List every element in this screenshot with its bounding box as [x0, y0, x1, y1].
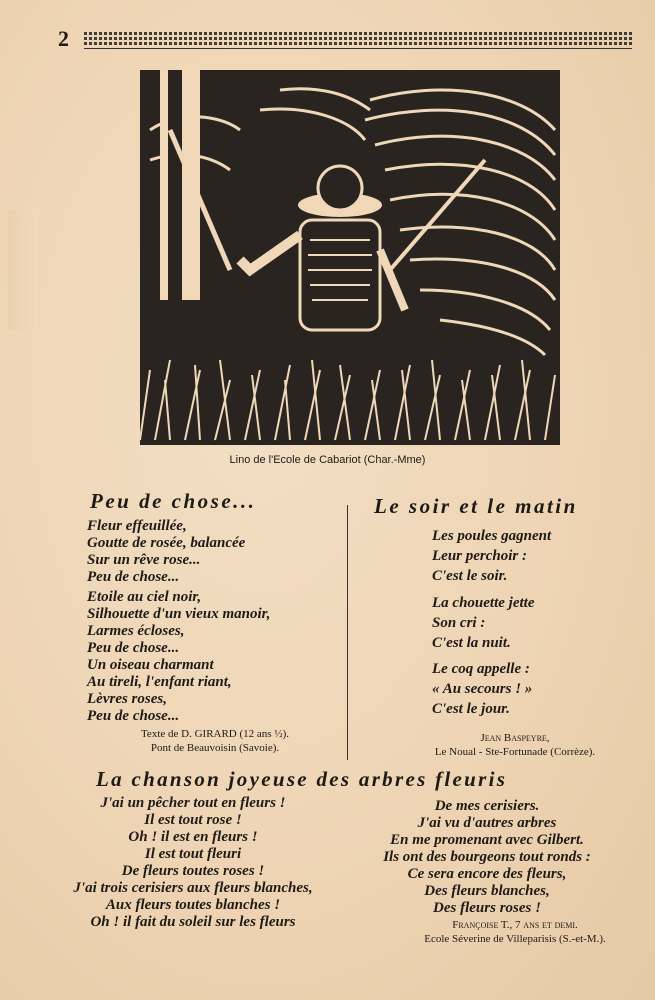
poem1-location: Pont de Beauvoisin (Savoie). [150, 742, 280, 754]
poem1-author: Texte de D. GIRARD (12 ans ½). [140, 728, 289, 740]
poem-line: J'ai un pêcher tout en fleurs ! [100, 795, 286, 811]
poem1-stanza-3 [87, 657, 232, 725]
poem-line: Il est tout fleuri [144, 846, 242, 862]
poem2-stanza-1 [432, 528, 551, 588]
poem-line: Fleur effeuillée, [87, 518, 187, 534]
poem-line: « Au secours ! » [432, 681, 533, 697]
poem-line: Larmes écloses, [87, 623, 185, 639]
poem3-title: La chanson joyeuse des arbres fleuris [96, 767, 508, 791]
poem-line: Ils ont des bourgeons tout ronds : [383, 849, 591, 865]
linocut-illustration [140, 70, 560, 445]
poem2-stanza-3 [432, 661, 532, 721]
poem-line: C'est la nuit. [432, 635, 511, 651]
poem-line: De mes cerisiers. [434, 798, 540, 814]
poem-line: Peu de chose... [87, 569, 180, 585]
poem-line: Oh ! il fait du soleil sur les fleurs [90, 914, 296, 930]
poem-line: En me promenant avec Gilbert. [390, 832, 584, 848]
poem-line: Au tireli, l'enfant riant, [87, 674, 232, 690]
poem-line: Le coq appelle : [432, 661, 530, 677]
poem2-credit [410, 731, 620, 759]
poem3-school: Ecole Séverine de Villeparisis (S.-et-M.). [424, 933, 606, 945]
poem1-stanza-2 [87, 589, 270, 657]
poem-line: J'ai vu d'autres arbres [417, 815, 557, 831]
poem3-left-column [58, 795, 328, 931]
poem-line: C'est le jour. [432, 701, 510, 717]
poem1-stanza-1 [87, 518, 245, 586]
poem-line: La chouette jette [432, 595, 535, 611]
poem-line: Des fleurs roses ! [433, 900, 541, 916]
poem3-right-column [352, 798, 622, 917]
poem-line: Silhouette d'un vieux manoir, [87, 606, 271, 622]
poem-line: Ce sera encore des fleurs, [407, 866, 567, 882]
header-decorative-rule [84, 32, 632, 46]
column-divider [347, 505, 348, 760]
poem2-location: Le Noual - Ste-Fortunade (Corrèze). [434, 746, 596, 758]
poem-line: Peu de chose... [87, 708, 180, 724]
poem1-title: Peu de chose... [90, 489, 257, 513]
poem-line: Oh ! il est en fleurs ! [128, 829, 258, 845]
paper-fold-shadow [8, 210, 38, 330]
poem3-credit [395, 918, 635, 946]
page-number: 2 [58, 26, 69, 51]
poem-line: Des fleurs blanches, [424, 883, 550, 899]
poem-line: J'ai trois cerisiers aux fleurs blanches, [73, 880, 313, 896]
poem-line: Goutte de rosée, balancée [87, 535, 246, 551]
poem-line: Peu de chose... [87, 640, 180, 656]
poem-line: Les poules gagnent [432, 528, 552, 544]
poem-line: Etoile au ciel noir, [87, 589, 202, 605]
illustration-caption: Lino de l'Ecole de Cabariot (Char.-Mme) [229, 454, 426, 466]
poem-line: Un oiseau charmant [87, 657, 214, 673]
poem-line: Son cri : [432, 615, 486, 631]
poem-line: Aux fleurs toutes blanches ! [105, 897, 281, 913]
poem1-credit [110, 727, 320, 755]
poem-line: Lèvres roses, [87, 691, 167, 707]
poem2-stanza-2 [432, 595, 534, 655]
poem3-author: Françoise T., 7 ans et demi. [452, 919, 578, 931]
poem-line: De fleurs toutes roses ! [121, 863, 265, 879]
poem2-author: Jean Baspeyre, [480, 732, 550, 744]
poem-line: Leur perchoir : [432, 548, 527, 564]
poem-line: Il est tout rose ! [144, 812, 242, 828]
header-rule-line [84, 48, 632, 49]
poem-line: C'est le soir. [432, 568, 508, 584]
poem2-title: Le soir et le matin [374, 494, 578, 518]
poem-line: Sur un rêve rose... [87, 552, 201, 568]
